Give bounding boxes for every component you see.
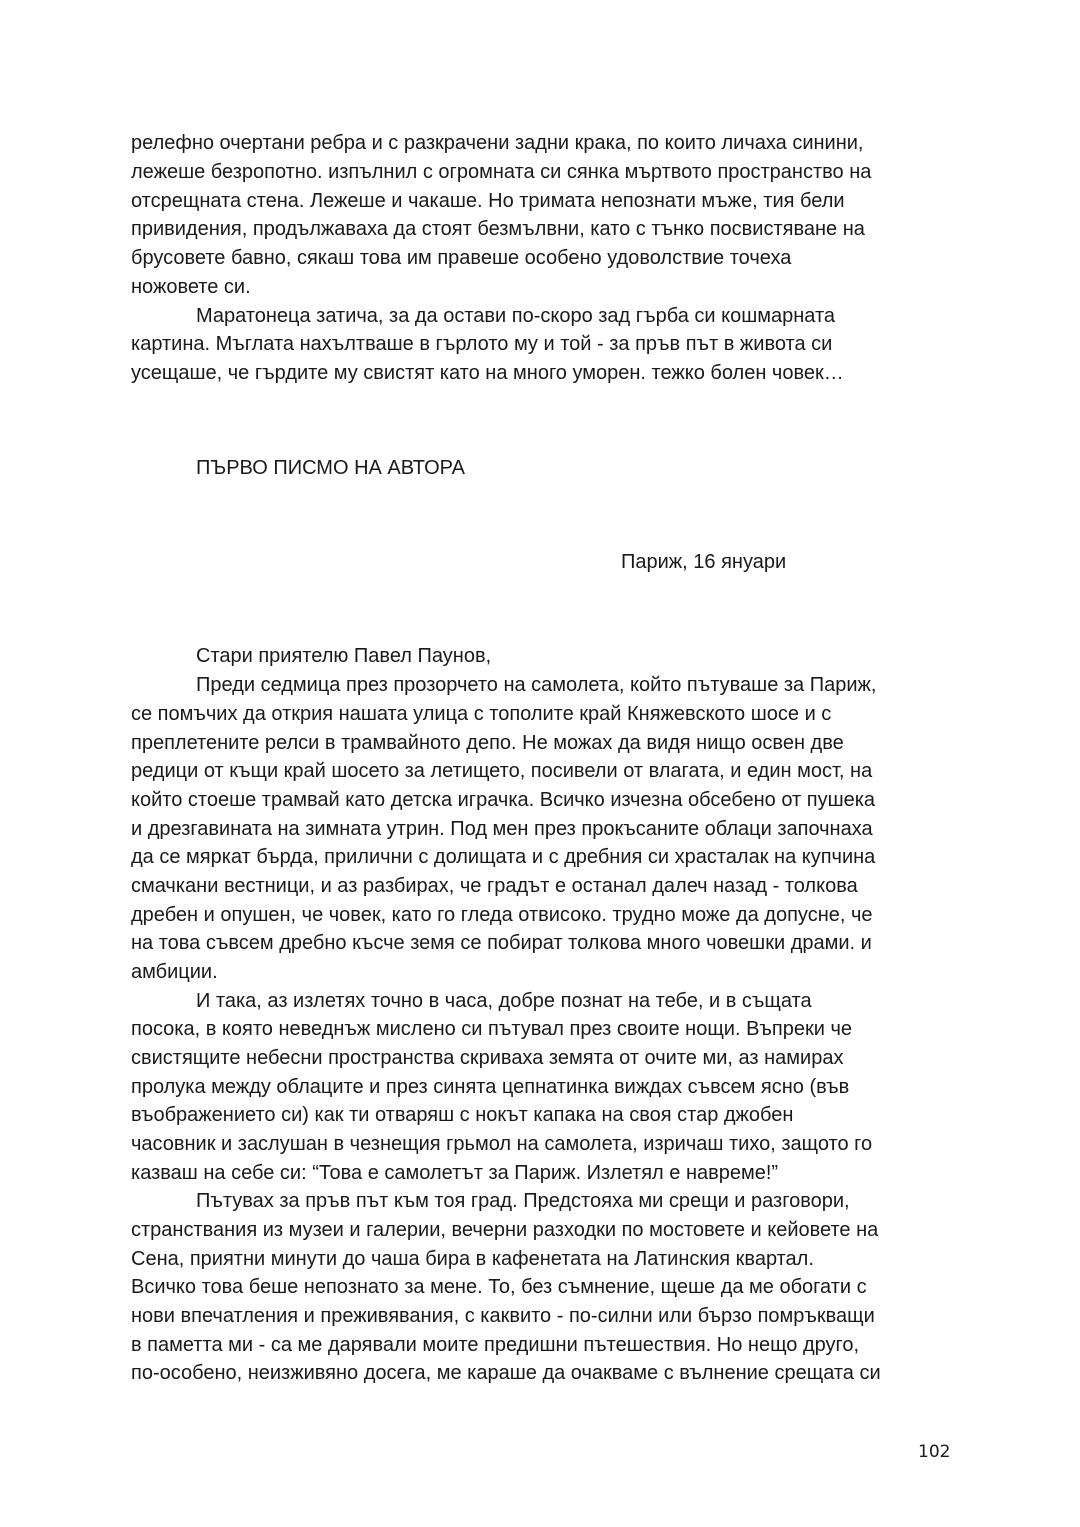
letter-salutation: Стари приятелю Павел Паунов,: [196, 645, 492, 667]
text-line: ножовете си.: [131, 276, 251, 298]
text-line: пролука между облаците и през синята цепнатинка виждах съвсем ясно (във: [131, 1076, 850, 1098]
text-line: релефно очертани ребра и с разкрачени задни крака, по които личаха синини,: [131, 132, 864, 154]
text-line: нови впечатления и преживявания, с каквито - по-силни или бързо помръкващи: [131, 1305, 875, 1327]
text-line: по-особено, неизживяно досега, ме караше да очакваме с вълнение срещата си: [131, 1362, 881, 1384]
text-line: часовник и заслушан в чезнещия грьмол на самолета, изричаш тихо, защото го: [131, 1133, 873, 1155]
text-line: редици от къщи край шосето за летището, посивели от влагата, и един мост, на: [131, 760, 873, 782]
text-line: Преди седмица през прозорчето на самолета, който пътуваше за Париж,: [196, 674, 877, 696]
text-line: Пътувах за пръв път към тоя град. Предстояха ми срещи и разговори,: [196, 1190, 850, 1212]
text-line: на това съвсем дребно късче земя се побират толкова много човешки драми. и: [131, 932, 872, 954]
text-line: Сена, приятни минути до чаша бира в кафенетата на Латинския квартал.: [131, 1248, 814, 1270]
text-line: в паметта ми - са ме дарявали моите предишни пътешествия. Но нещо друго,: [131, 1334, 860, 1356]
text-line: картина. Мъглата нахълтваше в гърлото му и той - за пръв път в живота си: [131, 333, 833, 355]
text-line: и дрезгавината на зимната утрин. Под мен през прокъсаните облаци започнаха: [131, 818, 873, 840]
text-line: И така, аз излетях точно в часа, добре познат на тебе, и в същата: [196, 990, 812, 1012]
text-line: брусовете бавно, сякаш това им правеше особено удоволствие точеха: [131, 247, 792, 269]
text-line: който стоеше трамвай като детска играчка. Всичко изчезна обсебено от пушека: [131, 789, 876, 811]
text-line: смачкани вестници, и аз разбирах, че градът е останал далеч назад - толкова: [131, 875, 858, 897]
text-line: амбиции.: [131, 961, 218, 983]
text-line: привидения, продължаваха да стоят безмълвни, като с тънко посвистяване на: [131, 218, 865, 240]
text-line: преплетените релси в трамвайното депо. Не можах да видя нищо освен две: [131, 732, 844, 754]
text-line: свистящите небесни пространства скриваха земята от очите ми, аз намирах: [131, 1047, 844, 1069]
text-line: дребен и опушен, че човек, като го гледа отвисоко. трудно може да допусне, че: [131, 904, 873, 926]
text-line: да се мяркат бърда, прилични с долищата и с дребния си храсталак на купчина: [131, 846, 876, 868]
section-heading: ПЪРВО ПИСМО НА АВТОРА: [196, 457, 465, 479]
page-number: 102: [918, 1442, 951, 1462]
text-line: казваш на себе си: “Това е самолетът за Париж. Излетял е навреме!”: [131, 1162, 779, 1184]
text-line: Маратонеца затича, за да остави по-скоро зад гърба си кошмарната: [196, 305, 836, 327]
text-line: се помъчих да открия нашата улица с тополите край Княжевското шосе и с: [131, 703, 832, 725]
text-line: отсрещната стена. Лежеше и чакаше. Но тримата непознати мъже, тия бели: [131, 190, 845, 212]
text-line: Всичко това беше непознато за мене. То, без съмнение, щеше да ме обогати с: [131, 1276, 867, 1298]
text-line: усещаше, че гърдите му свистят като на много уморен. тежко болен човек…: [131, 362, 844, 384]
letter-dateline: Париж, 16 януари: [621, 551, 787, 573]
text-line: странствания из музеи и галерии, вечерни разходки по мостовете и кейовете на: [131, 1219, 879, 1241]
text-line: въображението си) как ти отваряш с нокът капака на своя стар джобен: [131, 1104, 794, 1126]
text-line: посока, в която неведнъж мислено си пътувал през своите нощи. Въпреки че: [131, 1018, 853, 1040]
text-line: лежеше безропотно. изпълнил с огромната си сянка мъртвото пространство на: [131, 161, 872, 183]
